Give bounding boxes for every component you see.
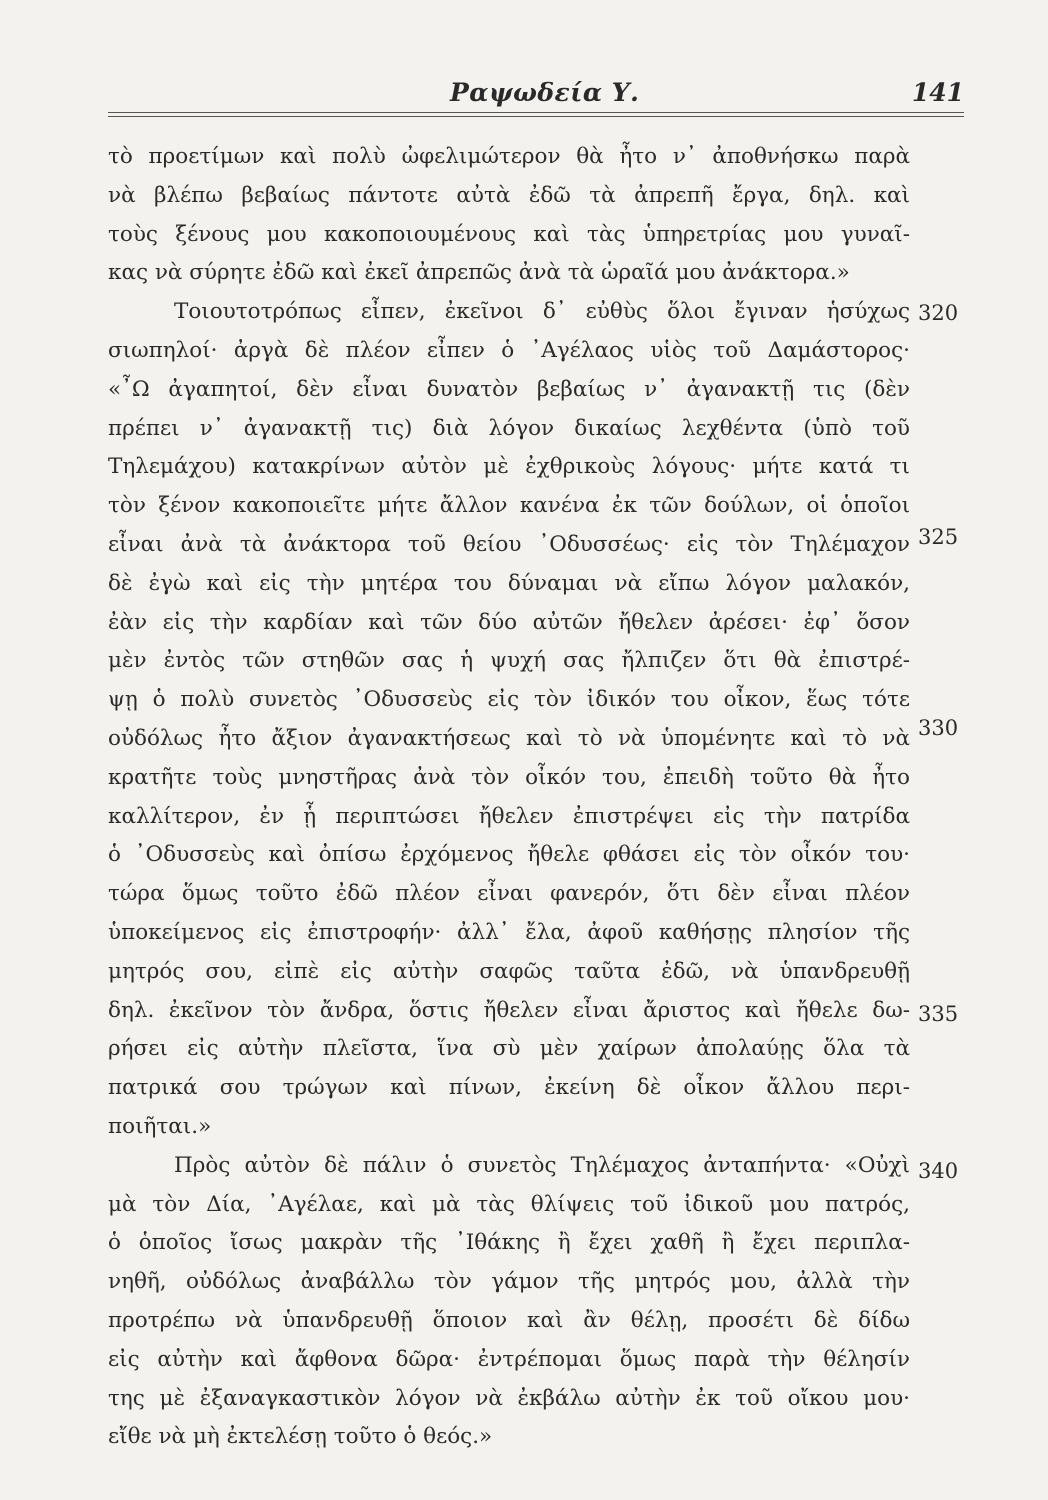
text-line: νηθῆ, οὐδόλως ἀναβάλλω τὸν γάμον τῆς μητρός μου, ἀλλὰ τὴν [108,1269,910,1295]
verse-number: 330 [918,716,959,740]
text-line: ψῃ ὁ πολὺ συνετὸς ᾽Οδυσσεὺς εἰς τὸν ἰδικόν του οἶκον, ἕως τότε [108,687,910,713]
verse-number: 335 [918,1002,959,1026]
text-line: νὰ βλέπω βεβαίως πάντοτε αὐτὰ ἐδῶ τὰ ἀπρεπῆ ἔργα, δηλ. καὶ [108,182,910,208]
text-line: ἐὰν εἰς τὴν καρδίαν καὶ τῶν δύο αὐτῶν ἤθελεν ἀρέσει· ἐφ᾽ ὅσον [108,609,910,635]
verse-number: 340 [918,1159,959,1183]
text-line: ποιῆται.» [108,1113,212,1139]
text-line: τώρα ὅμως τοῦτο ἐδῶ πλέον εἶναι φανερόν, ὅτι δὲν εἶναι πλέον [108,881,910,907]
text-line: ρήσει εἰς αὐτὴν πλεῖστα, ἵνα σὺ μὲν χαίρων ἀπολαύῃς ὅλα τὰ [108,1036,910,1062]
text-line: μὰ τὸν Δία, ᾽Αγέλαε, καὶ μὰ τὰς θλίψεις τοῦ ἰδικοῦ μου πατρός, [108,1191,910,1217]
text-line: μητρός σου, εἰπὲ εἰς αὐτὴν σαφῶς ταῦτα ἐδῶ, νὰ ὑπανδρευθῇ [108,958,910,984]
text-line: κας νὰ σύρητε ἐδῶ καὶ ἐκεῖ ἀπρεπῶς ἀνὰ τὰ ὡραῖά μου ἀνάκτορα.» [108,260,850,286]
text-line: ὁ ὁποῖος ἴσως μακρὰν τῆς ᾽Ιθάκης ἢ ἔχει χαθῆ ἢ ἔχει περιπλα- [108,1230,910,1256]
text-line: δηλ. ἐκεῖνον τὸν ἄνδρα, ὅστις ἤθελεν εἶναι ἄριστος καὶ ἤθελε δω- [108,997,910,1023]
text-line: τοὺς ξένους μου κακοποιουμένους καὶ τὰς ὑπηρετρίας μου γυναῖ- [108,221,910,247]
page-number: 141 [911,78,964,107]
text-line: της μὲ ἐξαναγκαστικὸν λόγον νὰ ἐκβάλω αὐτὴν ἐκ τοῦ οἴκου μου· [108,1385,910,1411]
text-line: ὑποκείμενος εἰς ἐπιστροφήν· ἀλλ᾽ ἔλα, ἀφοῦ καθήσῃς πλησίον τῆς [108,919,910,945]
text-line: Τοιουτοτρόπως εἶπεν, ἐκεῖνοι δ᾽ εὐθὺς ὅλοι ἔγιναν ἡσύχως [174,299,910,325]
text-line: εἴθε νὰ μὴ ἐκτελέσῃ τοῦτο ὁ θεός.» [108,1424,493,1450]
text-line: δὲ ἐγὼ καὶ εἰς τὴν μητέρα του δύναμαι νὰ εἴπω λόγον μαλακόν, [108,570,910,596]
text-line: κρατῆτε τοὺς μνηστῆρας ἀνὰ τὸν οἶκόν του, ἐπειδὴ τοῦτο θὰ ἦτο [108,764,910,790]
header-rule-top [108,112,964,113]
chapter-title: Ραψωδεία Υ. [450,78,640,107]
text-line: πρέπει ν᾽ ἀγανακτῇ τις) διὰ λόγον δικαίως λεχθέντα (ὑπὸ τοῦ [108,415,910,441]
text-line: «῏Ω ἀγαπητοί, δὲν εἶναι δυνατὸν βεβαίως ν᾽ ἀγανακτῇ τις (δὲν [108,376,910,402]
text-line: Τηλεμάχου) κατακρίνων αὐτὸν μὲ ἐχθρικοὺς λόγους· μήτε κατά τι [108,454,910,480]
text-line: καλλίτερον, ἐν ᾗ περιπτώσει ἤθελεν ἐπιστρέψει εἰς τὴν πατρίδα [108,803,910,829]
text-line: τὸ προετίμων καὶ πολὺ ὠφελιμώτερον θὰ ἦτο ν᾽ ἀποθνήσκω παρὰ [108,144,910,169]
text-line: προτρέπω νὰ ὑπανδρευθῇ ὅποιον καὶ ἂν θέλῃ, προσέτι δὲ δίδω [108,1307,910,1333]
text-line: πατρικά σου τρώγων καὶ πίνων, ἐκείνη δὲ οἶκον ἄλλου περι- [108,1075,910,1101]
verse-number: 325 [918,525,959,549]
text-line: εἰς αὐτὴν καὶ ἄφθονα δῶρα· ἐντρέπομαι ὅμως παρὰ τὴν θέλησίν [108,1346,910,1372]
text-line: σιωπηλοί· ἀργὰ δὲ πλέον εἶπεν ὁ ᾽Αγέλαος υἱὸς τοῦ Δαμάστορος· [108,337,910,363]
text-line: ὁ ᾽Οδυσσεὺς καὶ ὀπίσω ἐρχόμενος ἤθελε φθάσει εἰς τὸν οἶκόν του· [108,842,910,868]
text-line: εἶναι ἀνὰ τὰ ἀνάκτορα τοῦ θείου ᾽Οδυσσέως· εἰς τὸν Τηλέμαχον [108,531,910,557]
text-line: μὲν ἐντὸς τῶν στηθῶν σας ἡ ψυχή σας ἤλπιζεν ὅτι θὰ ἐπιστρέ- [108,648,910,674]
text-line: Πρὸς αὐτὸν δὲ πάλιν ὁ συνετὸς Τηλέμαχος ἀνταπήντα· «Οὐχὶ [174,1152,910,1178]
body-text [108,138,910,1457]
text-line: τὸν ξένον κακοποιεῖτε μήτε ἄλλον κανένα ἐκ τῶν δούλων, οἱ ὁποῖοι [108,493,910,519]
header-rule-bottom [108,116,964,117]
verse-number: 320 [918,301,959,325]
text-line: οὐδόλως ἦτο ἄξιον ἀγανακτήσεως καὶ τὸ νὰ ὑπομένητε καὶ τὸ νὰ [108,725,910,751]
